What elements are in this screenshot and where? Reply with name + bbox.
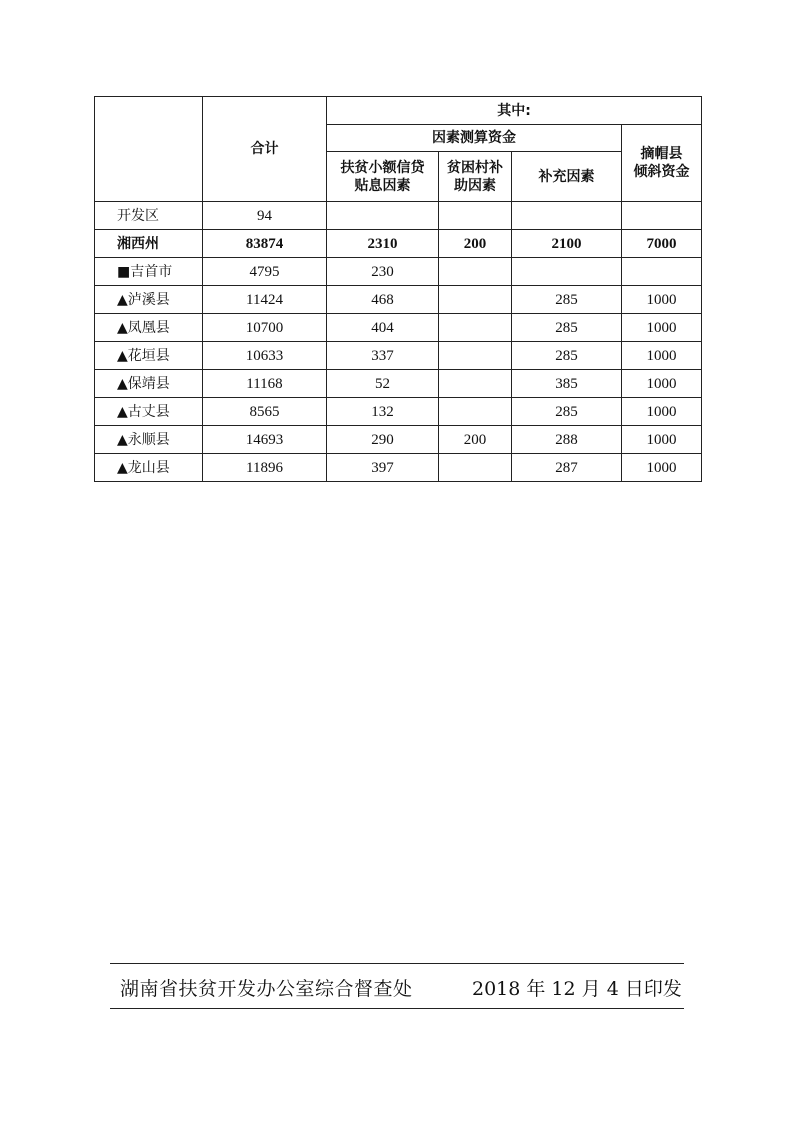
supplement-header: 补充因素 — [512, 152, 622, 202]
row-name: ▲花垣县 — [95, 342, 203, 370]
graduated-county-header-line2: 倾斜资金 — [633, 164, 690, 180]
row-poor-village: 200 — [439, 426, 512, 454]
row-supplement: 2100 — [512, 230, 622, 258]
row-graduated: 1000 — [622, 426, 702, 454]
row-name: ▲保靖县 — [95, 370, 203, 398]
row-graduated: 1000 — [622, 398, 702, 426]
row-name: ▲凤凰县 — [95, 314, 203, 342]
region-header — [95, 97, 203, 202]
row-graduated — [622, 202, 702, 230]
graduated-county-header — [622, 125, 702, 202]
row-microcredit: 52 — [327, 370, 439, 398]
poor-village-header — [439, 152, 512, 202]
row-poor-village — [439, 342, 512, 370]
table-row — [95, 314, 702, 342]
microcredit-header — [327, 152, 439, 202]
total-header: 合计 — [203, 97, 327, 202]
row-supplement: 285 — [512, 286, 622, 314]
row-poor-village — [439, 286, 512, 314]
row-supplement — [512, 258, 622, 286]
row-supplement — [512, 202, 622, 230]
row-graduated: 1000 — [622, 314, 702, 342]
row-microcredit: 230 — [327, 258, 439, 286]
table-row — [95, 230, 702, 258]
row-microcredit: 2310 — [327, 230, 439, 258]
row-poor-village — [439, 398, 512, 426]
funds-table — [94, 96, 702, 482]
row-total: 11168 — [203, 370, 327, 398]
poor-village-header-line2: 助因素 — [454, 177, 496, 194]
table-row — [95, 426, 702, 454]
footer-date: 2018 年 12 月 4 日印发 — [472, 978, 682, 1000]
table-body — [95, 202, 702, 482]
table-row — [95, 342, 702, 370]
row-graduated: 1000 — [622, 370, 702, 398]
row-graduated: 1000 — [622, 286, 702, 314]
row-name: ▲古丈县 — [95, 398, 203, 426]
row-microcredit: 468 — [327, 286, 439, 314]
row-microcredit: 290 — [327, 426, 439, 454]
row-name: ▲泸溪县 — [95, 286, 203, 314]
row-total: 10700 — [203, 314, 327, 342]
table-row — [95, 286, 702, 314]
row-graduated: 1000 — [622, 454, 702, 482]
table-row — [95, 398, 702, 426]
table-row — [95, 202, 702, 230]
row-microcredit — [327, 202, 439, 230]
row-total: 14693 — [203, 426, 327, 454]
row-poor-village — [439, 202, 512, 230]
row-microcredit: 404 — [327, 314, 439, 342]
footer-issuer: 湖南省扶贫开发办公室综合督查处 — [120, 978, 413, 1000]
row-total: 10633 — [203, 342, 327, 370]
footer-bar — [110, 963, 684, 1009]
microcredit-header-line2: 贴息因素 — [354, 177, 411, 194]
row-total: 83874 — [203, 230, 327, 258]
row-total: 11896 — [203, 454, 327, 482]
row-microcredit: 132 — [327, 398, 439, 426]
row-graduated: 7000 — [622, 230, 702, 258]
table-row — [95, 454, 702, 482]
row-total: 94 — [203, 202, 327, 230]
table-row — [95, 258, 702, 286]
of-which-header: 其中: — [327, 97, 702, 125]
row-total: 4795 — [203, 258, 327, 286]
microcredit-header-line1: 扶贫小额信贷 — [340, 159, 425, 176]
row-name: 开发区 — [95, 202, 203, 230]
row-poor-village — [439, 314, 512, 342]
row-poor-village — [439, 454, 512, 482]
row-poor-village — [439, 370, 512, 398]
factor-funds-header: 因素测算资金 — [327, 125, 622, 152]
table-row — [95, 370, 702, 398]
poor-village-header-line1: 贫困村补 — [447, 159, 503, 176]
row-poor-village — [439, 258, 512, 286]
row-supplement: 288 — [512, 426, 622, 454]
row-supplement: 285 — [512, 398, 622, 426]
row-microcredit: 397 — [327, 454, 439, 482]
row-graduated: 1000 — [622, 342, 702, 370]
row-supplement: 287 — [512, 454, 622, 482]
row-name: ▲龙山县 — [95, 454, 203, 482]
row-supplement: 285 — [512, 314, 622, 342]
row-name: ▲永顺县 — [95, 426, 203, 454]
row-name: 湘西州 — [95, 230, 203, 258]
row-name: ■吉首市 — [95, 258, 203, 286]
row-supplement: 385 — [512, 370, 622, 398]
row-microcredit: 337 — [327, 342, 439, 370]
graduated-county-header-line1: 摘帽县 — [640, 146, 683, 162]
row-poor-village: 200 — [439, 230, 512, 258]
row-total: 8565 — [203, 398, 327, 426]
row-supplement: 285 — [512, 342, 622, 370]
row-graduated — [622, 258, 702, 286]
row-total: 11424 — [203, 286, 327, 314]
